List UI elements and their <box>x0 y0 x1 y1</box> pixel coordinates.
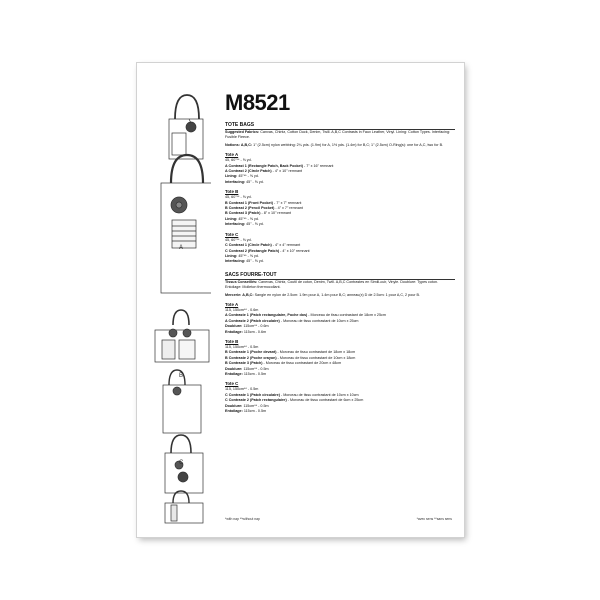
tote-c-front-illustration <box>165 435 203 493</box>
tote-b-front-illustration <box>155 310 209 362</box>
tote-illustrations <box>151 85 211 525</box>
tote-a-back-illustration <box>169 95 203 159</box>
tote-b-back-illustration <box>163 370 201 433</box>
view-en-c: Tote C 45, 60"** - ⅝ yd. C Contrast 1 (Circle Patch) - 4" x 4" remnant C Contrast 2 (Rectangle Patch) - 4" x 10" remnant Lining: 45"** - ⅝ yd. Interfacing: 45" - ⅝ yd. <box>225 231 310 264</box>
view-label-b: B <box>179 373 184 379</box>
pattern-envelope-back <box>137 63 464 537</box>
view-fr-a: Tote A 115, 150cm** - 0.6m A Contraste 1 (Patch rectangulaire, Poche dos) - Morceau de tissu contrastant de 18cm x 25cm A Contraste 2 (Patch circulaire) - Morceau de tissu contrastant de 10cm x 25cm Doublure: 115cm** - 0.6m Entoilage: 115cm - 0.6m <box>225 301 386 334</box>
view-label-a: A <box>179 245 184 251</box>
view-en-b: Tote B 45, 60"** - ⅝ yd. B Contrast 1 (Front Pocket) - 7" x 7" remnant B Contrast 2 (Pencil Pocket) - 4" x 7" remnant B Contrast 3 (Patch) - 8" x 10" remnant Lining: 45"** - ⅝ yd. Interfacing: 45" - ⅝ yd. <box>225 189 303 227</box>
view-fr-b: Tote B 115, 150cm** - 0.5m B Contraste 1 (Poche devant) - Morceau de tissu contrastant de 18cm x 18cm B Contraste 2 (Poche crayon) - Morceau de tissu contrastant de 10cm x 18cm B Contraste 3 (Patch) - Morceau de tissu contrastant de 20cm x 48cm Doublure: 115cm** - 0.5m Entoilage: 115cm - 0.5m <box>225 338 356 376</box>
pattern-number: M8521 <box>225 90 290 115</box>
section-title-fr: SACS FOURRE-TOUT <box>225 272 455 280</box>
view-en-a: Tote A 45, 60"** - ⅝ yd. A Contrast 1 (Rectangle Patch, Back Pocket) - 7" x 16" remnant A Contrast 2 (Circle Patch) - 4" x 10" remnant Lining: 45"** - ⅝ yd. Interfacing: 45" - ⅝ yd. <box>225 152 334 184</box>
view-fr-c: Tote C 115, 150cm** - 0.5m C Contraste 1 (Patch circulaire) - Morceau de tissu contrastant de 10cm x 10cm C Contraste 2 (Patch rectangulaire) - Morceau de tissu contrastant de 6cm x 25cm Doublure: 115cm** - 0.5m Entoilage: 115cm - 0.5m <box>225 381 364 414</box>
notions-fr: Mercerie: A,B,C: Sangle en nylon de 2.5cm: 1.9m pour A, 1.4m pour B,C; anneau(x) D de 2.5cm: 1 pour A,C, 2 pour B. <box>225 292 421 297</box>
notions-en: Notions: A,B,C: 1" (2.5cm) nylon webbing: 2¼ yds. (1.9m) for A, 1½ yds. (1.4m) for B,C; 1" (2.5cm) O-Ring(s): one for A,C, two for B. <box>225 142 444 147</box>
fabrics-fr: Tissus Conseillés: Canevas, Chintz, Coutil de coton, Denim, Twill. A,B,C Contrastes en Simili-cuir, Vinyle. Doublure: Types coton. Entoilage: Molleton thermocollant. <box>225 279 439 290</box>
section-title-en: TOTE BAGS <box>225 122 455 130</box>
nap-footnote-fr: *avec sens **sans sens <box>416 517 452 521</box>
tote-a-front-illustration <box>161 155 211 293</box>
fabrics-en: Suggested Fabrics: Canvas, Chintz, Cotton Duck, Denim, Twill. A,B,C Contrasts in Faux Leather, Vinyl. Lining: Cotton Types. Interfacing: Fusible Fleece. <box>225 130 451 140</box>
tote-c-back-illustration <box>165 491 203 523</box>
nap-footnote-en: *with nap **without nap <box>225 517 260 521</box>
view-label-c: C <box>179 460 184 466</box>
pattern-content <box>225 91 455 414</box>
